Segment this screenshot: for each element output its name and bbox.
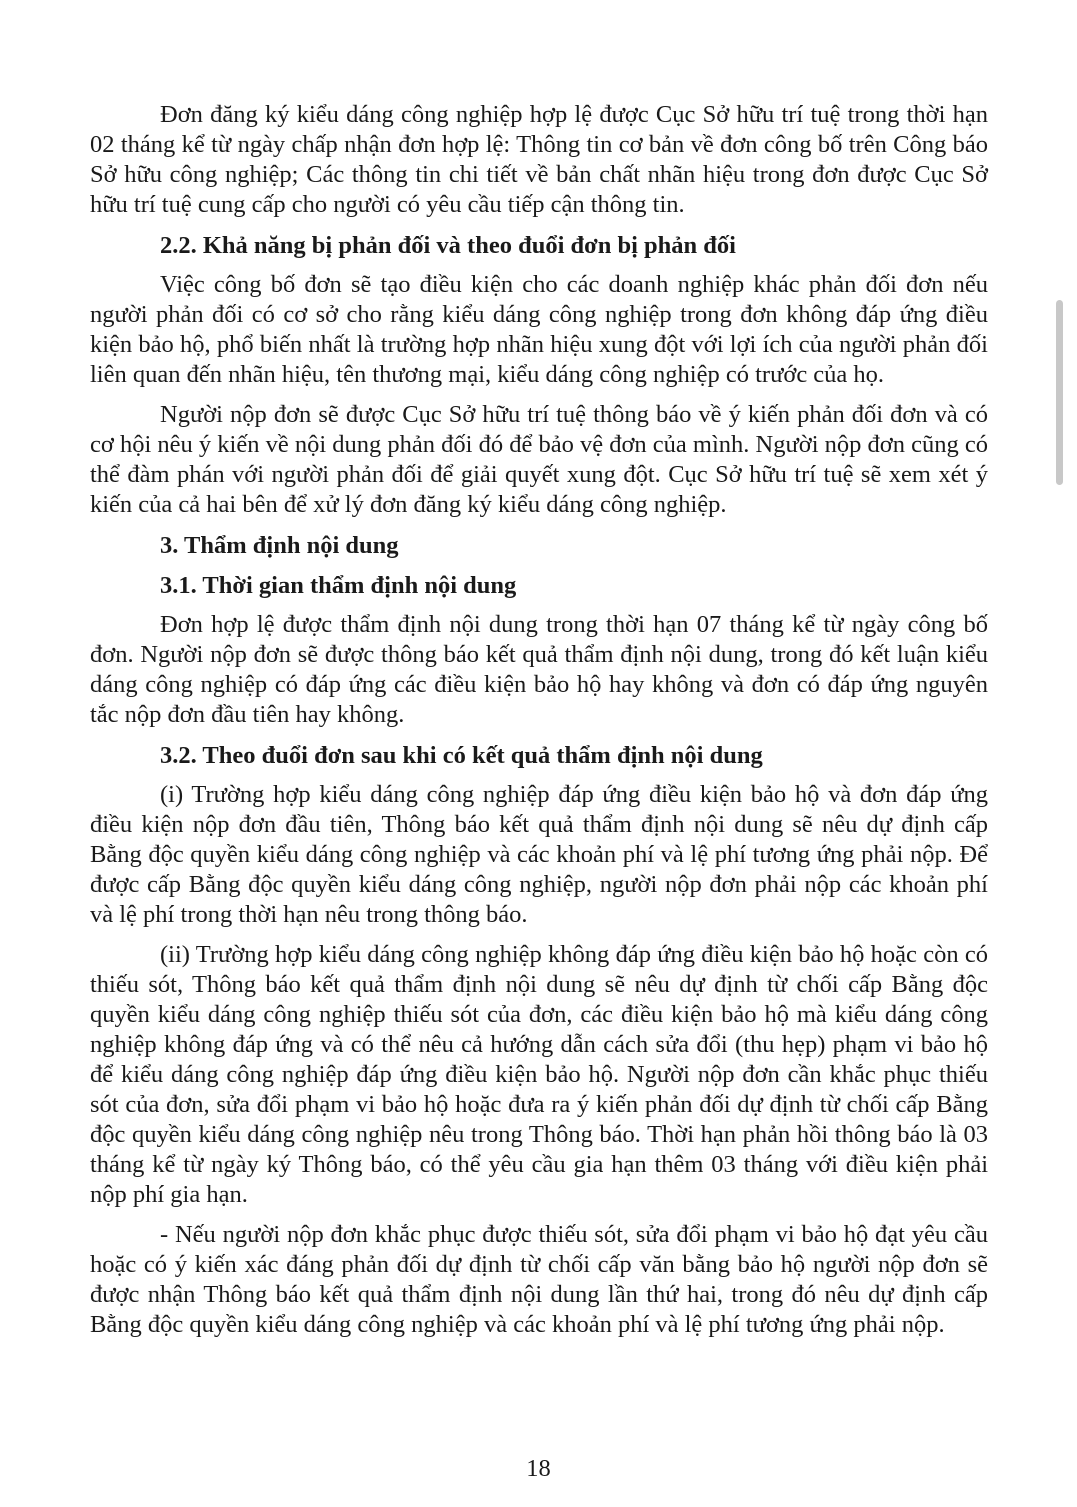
paragraph-case-ii: (ii) Trường hợp kiểu dáng công nghiệp không đáp ứng điều kiện bảo hộ hoặc còn có thiếu sót, Thông báo kết quả thẩm định nội dung sẽ nêu dự định từ chối cấp Bằng độc quyền kiểu dáng công nghiệp thiếu sót của đơn, các điều kiện bảo hộ mà kiểu dáng công nghiệp không đáp ứng và có thể nêu cả hướng dẫn cách sửa đổi (thu hẹp) phạm vi bảo hộ để kiểu dáng công nghiệp đáp ứng điều kiện bảo hộ. Người nộp đơn cần khắc phục thiếu sót của đơn, sửa đổi phạm vi bảo hộ hoặc đưa ra ý kiến phản đối dự định từ chối cấp Bằng độc quyền kiểu dáng công nghiệp nêu trong Thông báo. Thời hạn phản hồi thông báo là 03 tháng kể từ ngày ký Thông báo, có thể yêu cầu gia hạn thêm 03 tháng với điều kiện phải nộp phí gia hạn.: [90, 941, 988, 1208]
paragraph-examination-time: Đơn hợp lệ được thẩm định nội dung trong thời hạn 07 tháng kể từ ngày công bố đơn. Người nộp đơn sẽ được thông báo kết quả thẩm định nội dung, trong đó kết luận kiểu dáng công nghiệp có đáp ứng các điều kiện bảo hộ hay không và đơn có đáp ứng nguyên tắc nộp đơn đầu tiên hay không.: [90, 611, 988, 728]
paragraph-opposition: Việc công bố đơn sẽ tạo điều kiện cho các doanh nghiệp khác phản đối đơn nếu người phản đối có cơ sở cho rằng kiểu dáng công nghiệp trong đơn không đáp ứng điều kiện bảo hộ, phổ biến nhất là trường hợp nhãn hiệu xung đột với lợi ích của người phản đối liên quan đến nhãn hiệu, tên thương mại, kiểu dáng công nghiệp có trước của họ.: [90, 271, 988, 388]
heading-3-1: 3.1. Thời gian thẩm định nội dung: [160, 572, 517, 599]
paragraph-publication: Đơn đăng ký kiểu dáng công nghiệp hợp lệ được Cục Sở hữu trí tuệ trong thời hạn 02 tháng kể từ ngày chấp nhận đơn hợp lệ: Thông tin cơ bản về đơn công bố trên Công báo Sở hữu công nghiệp; Các thông tin chi tiết về bản chất nhãn hiệu trong đơn được Cục Sở hữu trí tuệ cung cấp cho người có yêu cầu tiếp cận thông tin.: [90, 101, 988, 218]
paragraph-case-i: (i) Trường hợp kiểu dáng công nghiệp đáp ứng điều kiện bảo hộ và đơn đáp ứng điều kiện nộp đơn đầu tiên, Thông báo kết quả thẩm định nội dung sẽ nêu dự định cấp Bằng độc quyền kiểu dáng công nghiệp và các khoản phí và lệ phí tương ứng phải nộp. Để được cấp Bằng độc quyền kiểu dáng công nghiệp, người nộp đơn phải nộp các khoản phí và lệ phí trong thời hạn nêu trong thông báo.: [90, 781, 988, 928]
scrollbar-thumb[interactable]: [1056, 300, 1063, 485]
page-number: 18: [526, 1455, 551, 1482]
heading-3: 3. Thẩm định nội dung: [160, 532, 399, 559]
heading-3-2: 3.2. Theo đuổi đơn sau khi có kết quả thẩm định nội dung: [160, 742, 763, 769]
heading-2-2: 2.2. Khả năng bị phản đối và theo đuổi đơn bị phản đối: [160, 232, 736, 259]
paragraph-remedy: - Nếu người nộp đơn khắc phục được thiếu sót, sửa đổi phạm vi bảo hộ đạt yêu cầu hoặc có ý kiến xác đáng phản đối dự định từ chối cấp văn bằng bảo hộ người nộp đơn sẽ được nhận Thông báo kết quả thẩm định nội dung lần thứ hai, trong đó nêu dự định cấp Bằng độc quyền kiểu dáng công nghiệp và các khoản phí và lệ phí tương ứng phải nộp.: [90, 1221, 988, 1338]
paragraph-applicant-response: Người nộp đơn sẽ được Cục Sở hữu trí tuệ thông báo về ý kiến phản đối đơn và có cơ hội nêu ý kiến về nội dung phản đối đó để bảo vệ đơn của mình. Người nộp đơn cũng có thể đàm phán với người phản đối để giải quyết xung đột. Cục Sở hữu trí tuệ sẽ xem xét ý kiến của cả hai bên để xử lý đơn đăng ký kiểu dáng công nghiệp.: [90, 401, 988, 518]
document-page: [90, 100, 988, 1350]
